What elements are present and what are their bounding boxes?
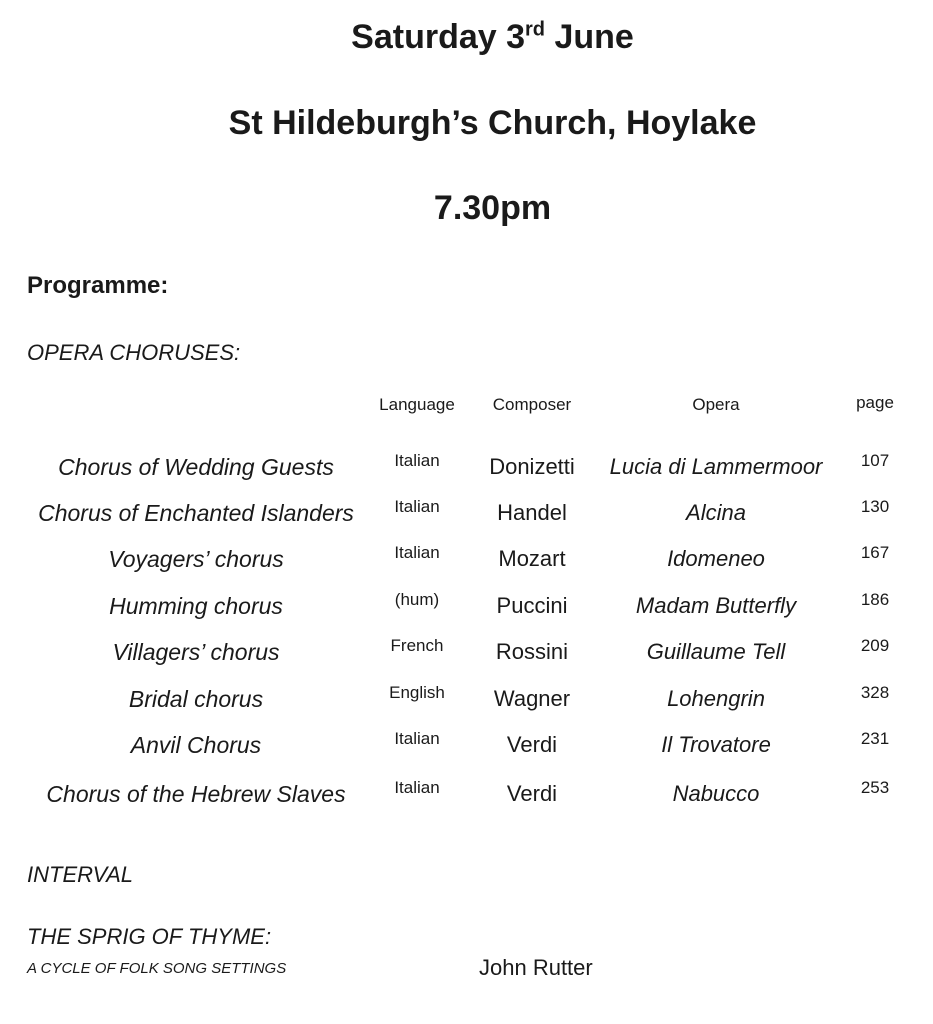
chorus-language: Italian (394, 778, 440, 797)
chorus-composer: Mozart (498, 546, 566, 571)
column-header-language: Language (379, 395, 455, 414)
chorus-language: English (389, 683, 445, 702)
chorus-page: 231 (860, 729, 890, 748)
chorus-page: 253 (860, 778, 890, 797)
chorus-opera: Il Trovatore (661, 732, 771, 757)
table-row (0, 729, 933, 772)
chorus-page: 167 (860, 543, 890, 562)
chorus-composer: Puccini (496, 593, 568, 618)
chorus-opera: Nabucco (672, 781, 760, 806)
chorus-language: Italian (394, 451, 440, 470)
chorus-composer: Verdi (506, 732, 558, 757)
chorus-opera: Guillaume Tell (646, 639, 786, 664)
chorus-language: Italian (394, 543, 440, 562)
interval-label: INTERVAL (27, 862, 133, 887)
chorus-page: 328 (860, 683, 890, 702)
chorus-language: (hum) (394, 590, 440, 609)
table-row (0, 497, 933, 540)
concert-time: 7.30pm (433, 189, 552, 227)
chorus-opera: Idomeneo (667, 546, 765, 571)
chorus-title: Bridal chorus (128, 686, 264, 712)
chorus-language: Italian (394, 729, 440, 748)
chorus-title: Chorus of Enchanted Islanders (38, 500, 354, 526)
chorus-page: 209 (860, 636, 890, 655)
date-month: June (545, 18, 634, 56)
table-row (0, 543, 933, 586)
column-header-page: page (856, 393, 894, 412)
chorus-language: French (390, 636, 444, 655)
second-half-subtitle: A CYCLE OF FOLK SONG SETTINGS (27, 960, 287, 977)
chorus-title: Voyagers’ chorus (108, 546, 284, 572)
chorus-title: Chorus of Wedding Guests (58, 454, 334, 480)
second-half-title: THE SPRIG OF THYME: (27, 924, 272, 949)
concert-venue: St Hildeburgh’s Church, Hoylake (228, 104, 757, 142)
chorus-opera: Lucia di Lammermoor (609, 454, 823, 479)
chorus-language: Italian (394, 497, 440, 516)
second-half-composer: John Rutter (479, 955, 593, 980)
chorus-page: 186 (860, 590, 890, 609)
chorus-composer: Handel (497, 500, 567, 525)
chorus-page: 107 (860, 451, 890, 470)
column-header-composer: Composer (492, 395, 572, 414)
concert-date (0, 18, 933, 57)
chorus-title: Anvil Chorus (130, 732, 262, 758)
date-main: Saturday 3 (351, 18, 526, 56)
date-ordinal: rd (525, 18, 546, 41)
chorus-composer: Verdi (506, 781, 558, 806)
table-row (0, 683, 933, 726)
table-row (0, 590, 933, 633)
chorus-title: Chorus of the Hebrew Slaves (46, 781, 346, 807)
chorus-composer: Wagner (493, 686, 571, 711)
chorus-title: Villagers’ chorus (112, 639, 280, 665)
chorus-composer: Donizetti (489, 454, 575, 479)
table-row (0, 636, 933, 679)
programme-label: Programme: (27, 272, 169, 299)
table-row (0, 778, 933, 821)
chorus-page: 130 (860, 497, 890, 516)
chorus-title: Humming chorus (109, 593, 283, 619)
opera-section-title: OPERA CHORUSES: (27, 340, 241, 365)
chorus-composer: Rossini (495, 639, 569, 664)
chorus-opera: Lohengrin (667, 686, 765, 711)
chorus-opera: Alcina (686, 500, 746, 525)
table-row (0, 451, 933, 494)
chorus-opera: Madam Butterfly (635, 593, 797, 618)
column-header-opera: Opera (692, 395, 740, 414)
